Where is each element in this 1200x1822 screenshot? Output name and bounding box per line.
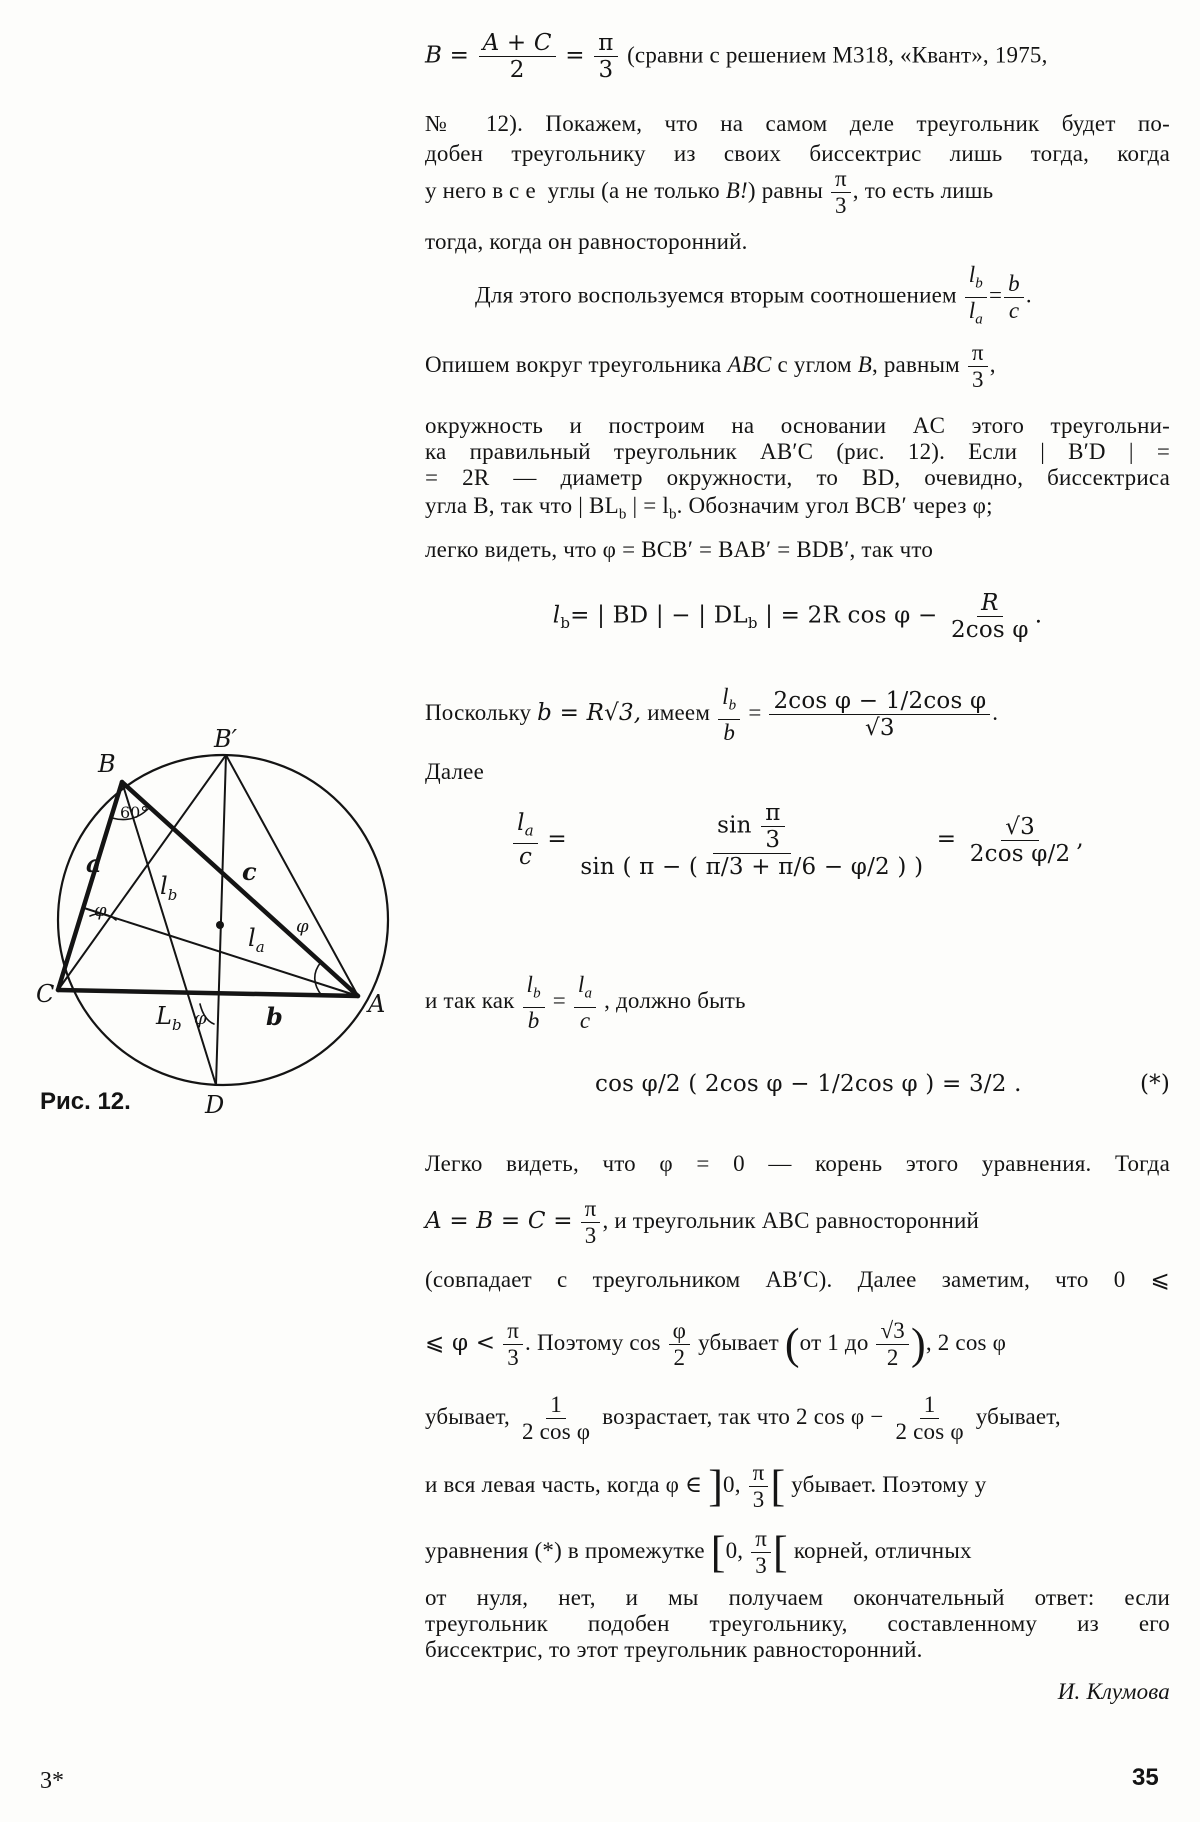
- p4-line: Поскольку b = R√3, имеем $\frac{l_b}{b}$ = $\frac{\text{2cos φ − 1/2cos φ}}{√3}$ .: [425, 684, 999, 745]
- label-lb: $l_b$: [160, 872, 178, 904]
- p2-line: Для этого воспользуемся вторым соотношением $\frac{l_b}{l_a}$ = $\frac{b}{c}$ .: [475, 262, 1032, 328]
- label-Lb: $L_b$: [156, 1002, 182, 1034]
- top-frac1: $\frac{A + C}{2}$: [479, 30, 556, 83]
- dalee: Далее: [425, 759, 484, 784]
- label-a: a: [86, 849, 102, 878]
- eq-la: $\frac{l_a}{c}$ = sin $\frac{\pi}{3}$ sin ( π − ( π/3 + π/6 − φ/2 ) ) = $\frac{√3}{\text{2cos φ/2}}$ ,: [425, 800, 1170, 940]
- label-60: 60°: [120, 803, 149, 822]
- p1-line4: тогда, когда он равносторонний.: [425, 229, 748, 254]
- label-phi-C: φ: [94, 900, 107, 921]
- label-A: A: [368, 990, 386, 1018]
- top-lhs: B =: [425, 42, 470, 69]
- label-phi-A: φ: [296, 916, 309, 937]
- label-c: c: [242, 857, 257, 886]
- center-point: [216, 921, 224, 929]
- p5-line: и так как $\frac{l_b}{b}$ = $\frac{l_a}{c}$ , должно быть: [425, 972, 746, 1033]
- top-tail: (сравни с решением М318, «Квант», 1975,: [627, 42, 1048, 68]
- p6-line10: биссектрис, то этот треугольник равносторонний.: [425, 1637, 923, 1662]
- p6-line9: треугольник подобен треугольнику, составленному из его: [425, 1611, 1170, 1636]
- p6-line3: (совпадает с треугольником AB′C). Далее заметим, что 0 ⩽: [425, 1267, 1170, 1292]
- p6-line2: A = B = C = $\frac{\pi}{3}$ , и треугольник ABC равносторонний: [425, 1196, 980, 1248]
- p3-line6: легко видеть, что φ = BCB′ = BAB′ = BDB′, так что: [425, 537, 934, 562]
- p3-line5: угла B, так что | $BL_b$ | = $l_b$. Обозначим угол BCB′ через φ;: [425, 493, 993, 523]
- label-C: C: [36, 980, 55, 1008]
- geometry-figure: [36, 720, 418, 1119]
- p6-line4: ⩽ φ < $\frac{\pi}{3}$ . Поэтому cos $\frac{\varphi}{2}$ убывает (от 1 до $\frac{√3}{2}$ ), 2 cos φ: [425, 1318, 1007, 1370]
- label-b: b: [266, 1002, 283, 1031]
- side-CBp: [58, 755, 226, 990]
- p3-line3: ка правильный треугольник AB′C (рис. 12). Если | B′D | =: [425, 439, 1170, 464]
- top-frac2: $\frac{\pi}{3}$: [594, 30, 617, 83]
- p6-line8: от нуля, нет, и мы получаем окончательный ответ: если: [425, 1585, 1170, 1610]
- page-number: 35: [1132, 1764, 1159, 1791]
- p1-line2: добен треугольнику из своих биссектрис лишь тогда, когда: [425, 141, 1170, 166]
- diameter-BpD: [216, 755, 226, 1085]
- p6-line1: Легко видеть, что φ = 0 — корень этого уравнения. Тогда: [425, 1151, 1170, 1176]
- label-Bprime: B′: [214, 725, 238, 753]
- figure-caption: Рис. 12.: [40, 1088, 131, 1115]
- p3-line4: = 2R — диаметр окружности, то BD, очевидно, биссектриса: [425, 465, 1170, 490]
- label-phi-D: φ: [194, 1008, 207, 1029]
- p6-line7: уравнения (*) в промежутке [0, $\frac{\pi}{3}$ [ корней, отличных: [425, 1526, 972, 1578]
- top-formula: B = $\frac{A + C}{2}$ = $\frac{\pi}{3}$ (сравни с решением М318, «Квант», 1975,: [425, 30, 1048, 83]
- p1-line3: у него все углы (а не только B!) равны $\frac{\pi}{3}$ , то есть лишь: [425, 166, 994, 218]
- author: И. Клумова: [1057, 1679, 1170, 1704]
- eq-lb: $l_b=$ | BD | − | $DL_b$ | = 2R cos φ − $\frac{R}{\text{2cos φ}}$ .: [552, 590, 1043, 643]
- side-b-CA: [58, 990, 358, 996]
- side-a-BC: [58, 782, 122, 990]
- label-la: $l_a$: [248, 924, 265, 956]
- label-B: B: [98, 750, 116, 778]
- p1-line1: № 12). Покажем, что на самом деле треугольник будет по-: [425, 111, 1170, 136]
- p6-line6: и вся левая часть, когда φ ∈ ]0, $\frac{\pi}{3}$ [ убывает. Поэтому у: [425, 1460, 987, 1512]
- footer-left: 3*: [40, 1768, 64, 1794]
- label-D: D: [205, 1091, 225, 1119]
- p3-line2: окружность и построим на основании AC этого треугольни-: [425, 413, 1170, 438]
- side-c-BA: [122, 782, 358, 996]
- p6-line5: убывает, $\frac{1}{\text{2 cos φ}}$ возрастает, так что 2 cos φ − $\frac{1}{\text{2 cos φ}}$ убывает,: [425, 1392, 1061, 1444]
- angle-arc-phi-A: [315, 962, 322, 996]
- p3-line1: Опишем вокруг треугольника ABC с углом B, равным $\frac{\pi}{3}$ ,: [425, 340, 996, 392]
